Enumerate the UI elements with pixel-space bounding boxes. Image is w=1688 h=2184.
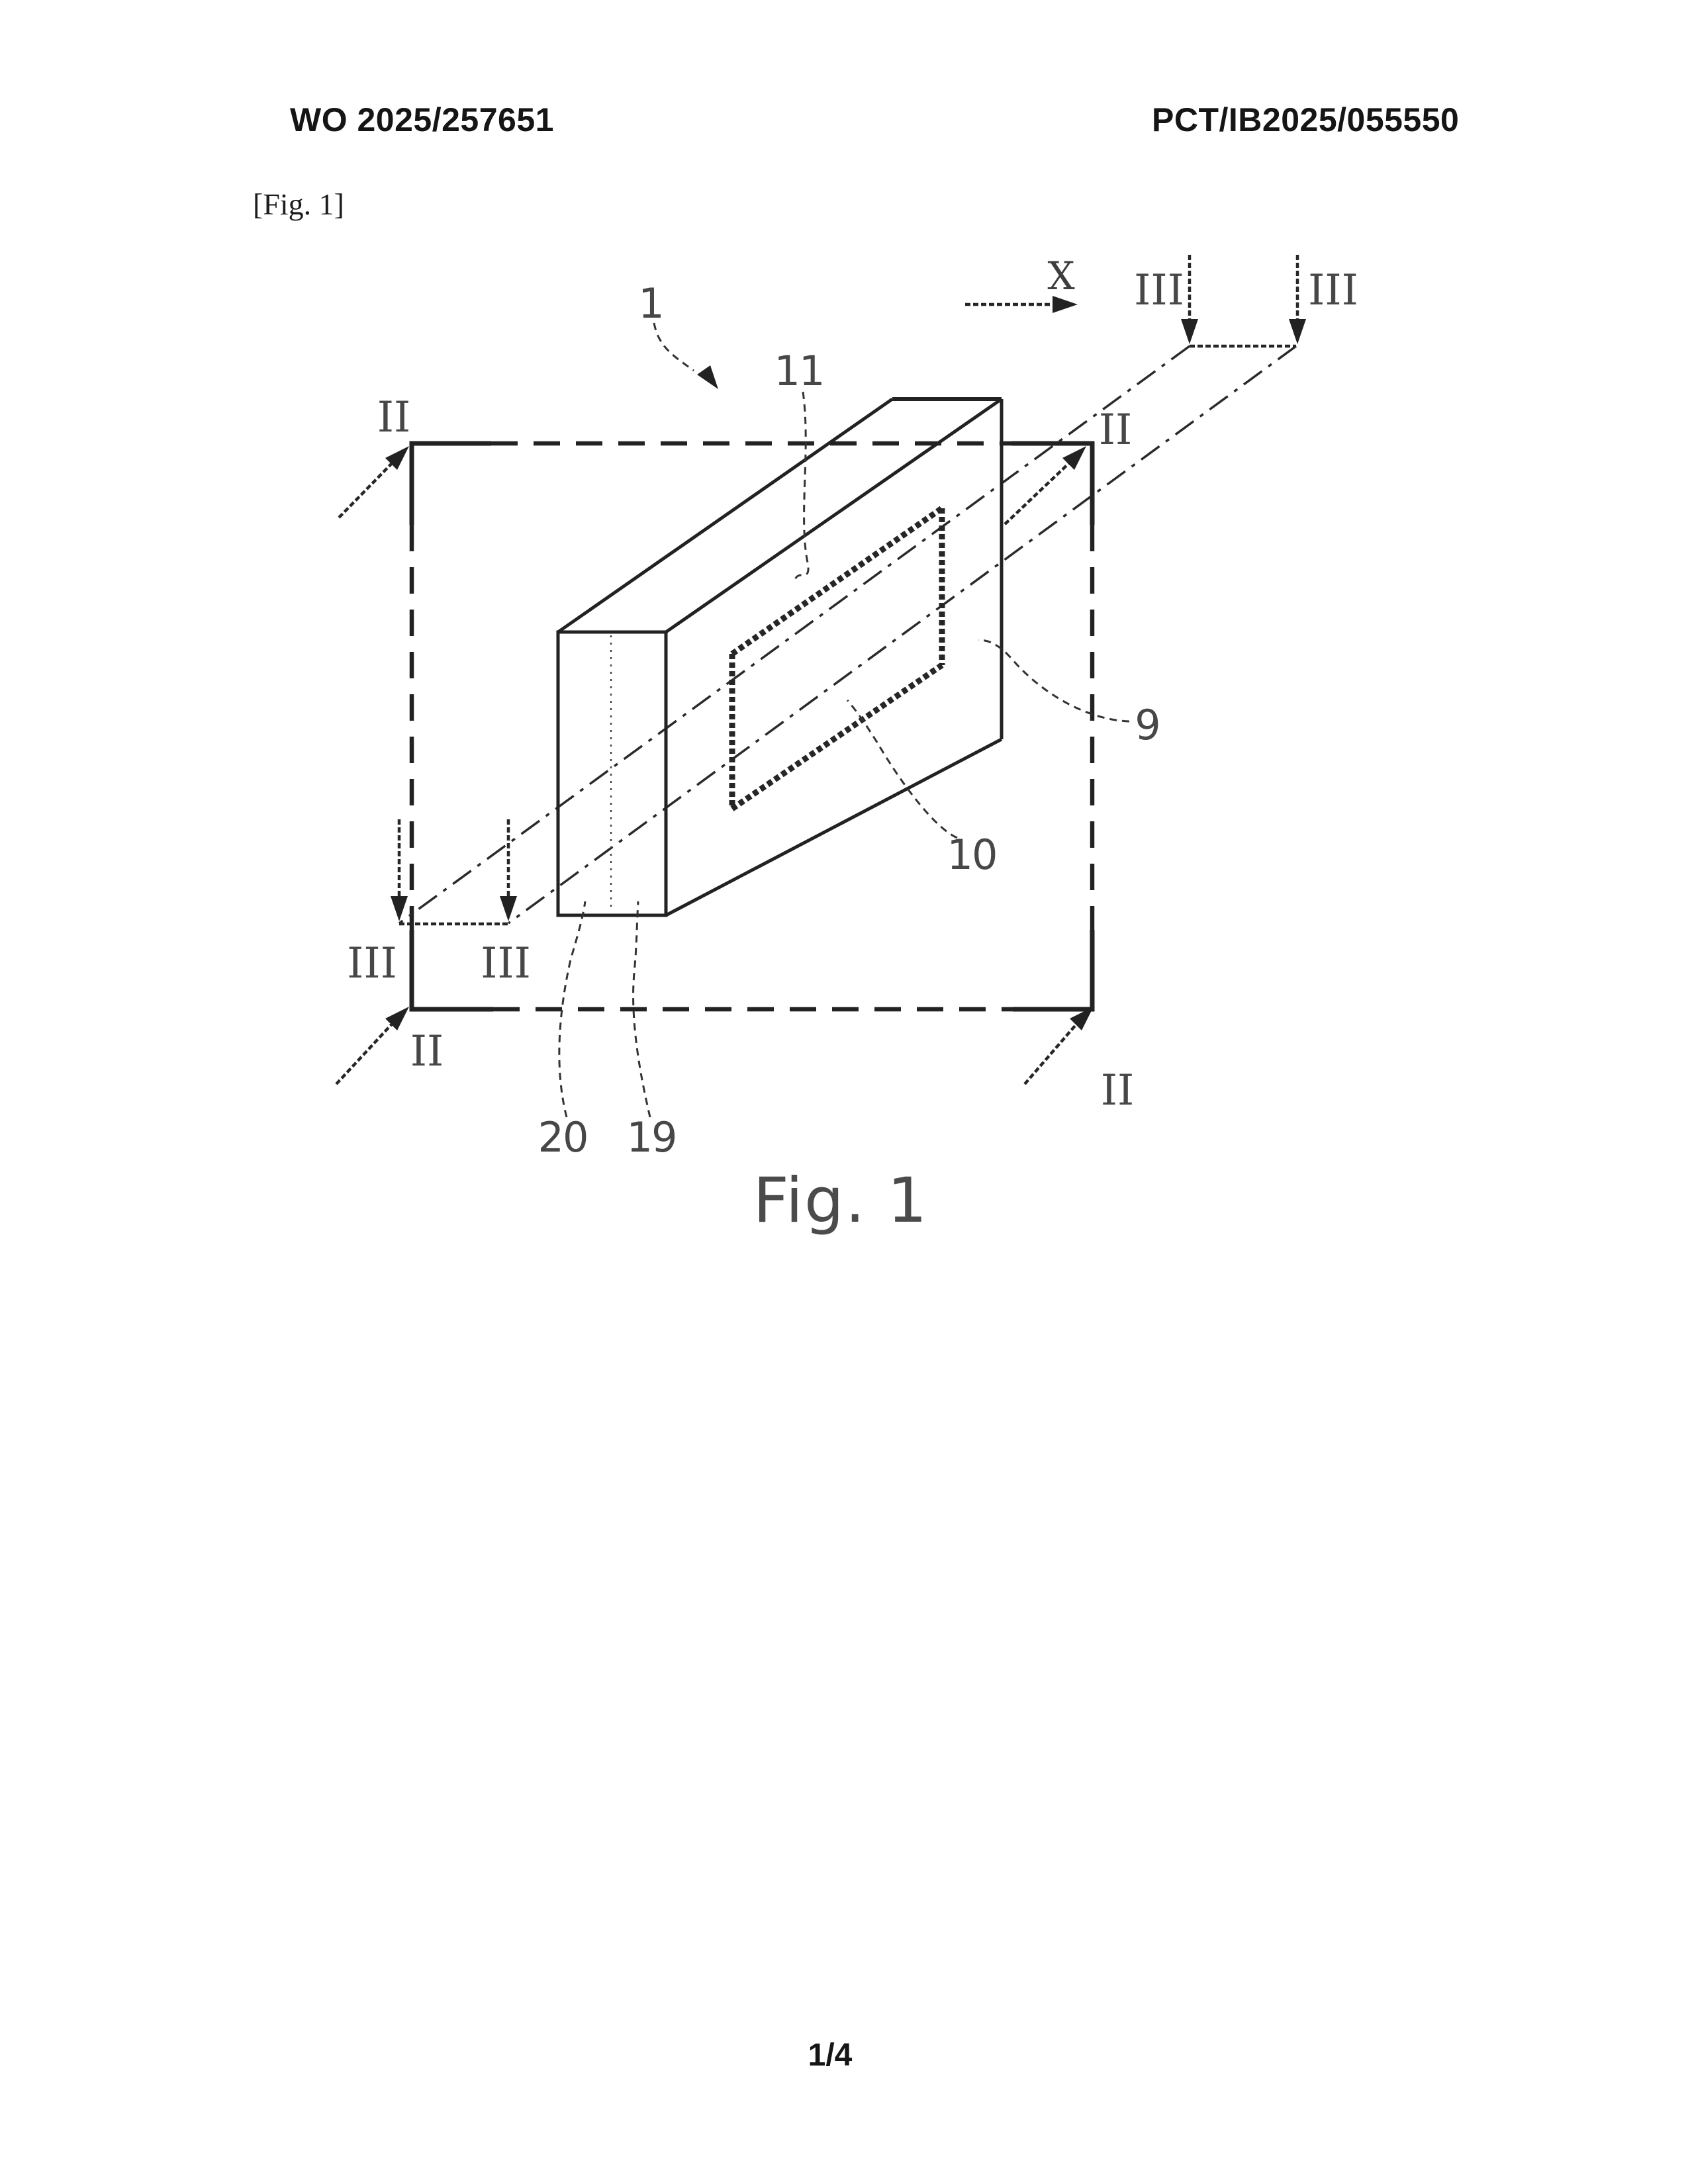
section-iii-arrows-bottom (391, 819, 517, 924)
section-box-corner-bottom-right (1013, 930, 1092, 1009)
label-ref-9: 9 (1135, 701, 1160, 749)
centerline-iii-right (508, 346, 1296, 923)
leader-ref-10 (847, 700, 957, 838)
iii-arrowhead-bottom-2 (500, 896, 517, 921)
section-box-ii (412, 443, 1092, 1009)
label-ref-20: 20 (538, 1113, 588, 1161)
label-ii-bottom-left: II (410, 1027, 444, 1076)
label-ref-19: 19 (626, 1113, 677, 1161)
ii-arrow-shaft-top-right (1005, 461, 1072, 524)
ii-arrow-shaft-bottom-left (336, 1021, 395, 1084)
label-axis-x: X (1047, 253, 1075, 298)
label-ref-11: 11 (774, 347, 824, 395)
ii-arrowhead-bottom-left (385, 1007, 409, 1030)
centerline-iii-left (399, 346, 1190, 923)
iii-arrowhead-bottom-1 (391, 896, 408, 921)
top-face-right-edge (666, 399, 1002, 632)
prism (558, 399, 1002, 915)
page-number: 1/4 (808, 2038, 853, 2073)
top-face-left-edge (558, 399, 892, 632)
iii-arrowhead-top-2 (1289, 319, 1306, 344)
label-iii-bottom-2: III (481, 939, 531, 988)
label-iii-top-1: III (1134, 266, 1184, 315)
label-iii-top-2: III (1308, 266, 1358, 315)
section-iii-arrows-top (1181, 255, 1306, 346)
label-ii-top-left: II (377, 393, 411, 442)
section-box-corner-top-left (412, 443, 491, 525)
window-top-edge (732, 508, 942, 654)
publication-number: WO 2025/257651 (290, 101, 554, 138)
iii-arrowhead-top-1 (1181, 319, 1198, 344)
leader-ref-11 (794, 392, 808, 582)
application-number: PCT/IB2025/055550 (1152, 101, 1460, 138)
section-plane-lines-iii (399, 346, 1296, 923)
figure-caption: Fig. 1 (753, 1165, 929, 1237)
front-face (558, 632, 666, 915)
label-ref-1: 1 (638, 279, 663, 328)
leader-ref-1-arrowhead (697, 365, 718, 389)
label-iii-bottom-1: III (347, 939, 397, 988)
section-ii-arrows (336, 446, 1094, 1084)
ii-arrow-shaft-bottom-right (1025, 1021, 1079, 1084)
leader-ref-1 (654, 323, 694, 371)
label-ref-10: 10 (947, 831, 997, 879)
ii-arrow-shaft-top-left (339, 461, 395, 518)
figure-tag: [Fig. 1] (253, 187, 344, 221)
side-face-bottom-edge (666, 739, 1002, 915)
label-ii-top-right: II (1098, 406, 1133, 455)
label-ii-bottom-right: II (1100, 1066, 1135, 1115)
